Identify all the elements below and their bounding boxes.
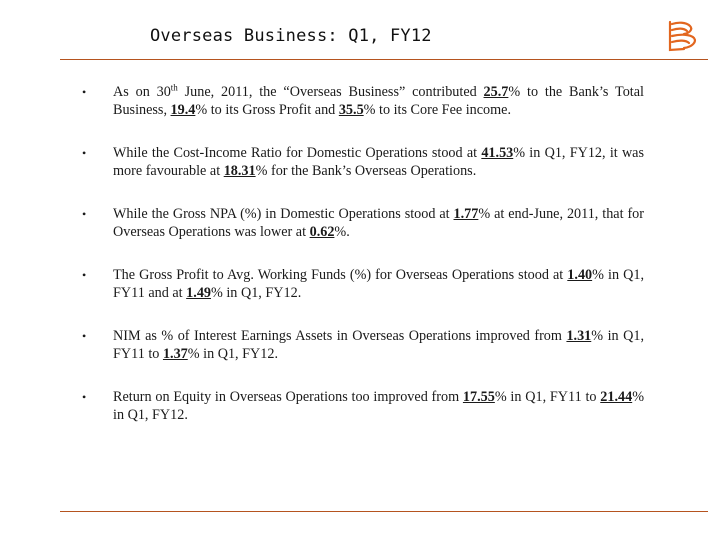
bullet-item — [82, 144, 644, 180]
bullet-item — [82, 327, 644, 363]
bullet-item — [82, 388, 644, 424]
bullet-dot-icon: • — [82, 146, 87, 160]
highlighted-value: 1.49 — [186, 285, 211, 301]
highlighted-value: 1.40 — [567, 267, 593, 283]
bullet-text: June, 2011, the “Overseas Business” contributed — [177, 84, 484, 100]
bullet-item — [82, 266, 644, 302]
highlighted-value: 19.4 — [170, 102, 196, 118]
superscript: th — [170, 82, 178, 93]
bullet-text: % in Q1, FY12, it was more favourable at — [113, 145, 645, 179]
bullet-text: Return on Equity in Overseas Operations too improved from — [113, 389, 463, 405]
highlighted-value: 18.31 — [223, 163, 256, 179]
bullet-text: % in Q1, FY12. — [187, 346, 279, 362]
bullet-text: %. — [334, 224, 350, 240]
bullet-dot-icon: • — [82, 85, 87, 99]
highlighted-value: 21.44 — [600, 389, 633, 405]
bullet-text: % for the Bank’s Overseas Operations. — [255, 163, 477, 179]
bottom-divider — [60, 511, 708, 512]
bullet-list — [82, 83, 644, 424]
highlighted-value: 25.7 — [483, 84, 509, 100]
highlighted-value: 1.31 — [566, 328, 592, 344]
bullet-dot-icon: • — [82, 207, 87, 221]
top-divider — [60, 59, 708, 60]
highlighted-value: 17.55 — [462, 389, 495, 405]
slide-title: Overseas Business: Q1, FY12 — [150, 26, 432, 46]
bullet-text: % in Q1, FY11 and at — [113, 267, 644, 301]
bullet-item — [82, 83, 644, 119]
bullet-item — [82, 205, 644, 241]
bullet-text: % in Q1, FY11 to — [494, 389, 601, 405]
bullet-dot-icon: • — [82, 329, 87, 343]
bullet-text: While the Gross NPA (%) in Domestic Operations stood at — [113, 206, 454, 222]
bullet-text: % at end-June, 2011, that for Overseas Operations was lower at — [113, 206, 644, 240]
highlighted-value: 0.62 — [309, 224, 335, 240]
bullet-text: % in Q1, FY12. — [211, 285, 302, 301]
bank-logo-icon — [664, 18, 704, 54]
bullet-text: While the Cost-Income Ratio for Domestic Operations stood at — [113, 145, 482, 161]
bullet-text: % to the Bank’s Total Business, — [113, 84, 644, 118]
bullet-text: As on 30 — [113, 84, 171, 100]
bullet-dot-icon: • — [82, 268, 87, 282]
highlighted-value: 1.37 — [162, 346, 188, 362]
highlighted-value: 41.53 — [481, 145, 514, 161]
bullet-dot-icon: • — [82, 390, 87, 404]
highlighted-value: 35.5 — [338, 102, 364, 118]
bullet-text: % in Q1, FY12. — [113, 389, 645, 423]
bullet-text: % to its Core Fee income. — [363, 102, 512, 118]
bullet-text: NIM as % of Interest Earnings Assets in Overseas Operations improved from — [113, 328, 567, 344]
highlighted-value: 1.77 — [453, 206, 479, 222]
bullet-text: The Gross Profit to Avg. Working Funds (%) for Overseas Operations stood at — [113, 267, 568, 283]
bullet-text: % to its Gross Profit and — [195, 102, 339, 118]
bullet-text: % in Q1, FY11 to — [113, 328, 644, 362]
